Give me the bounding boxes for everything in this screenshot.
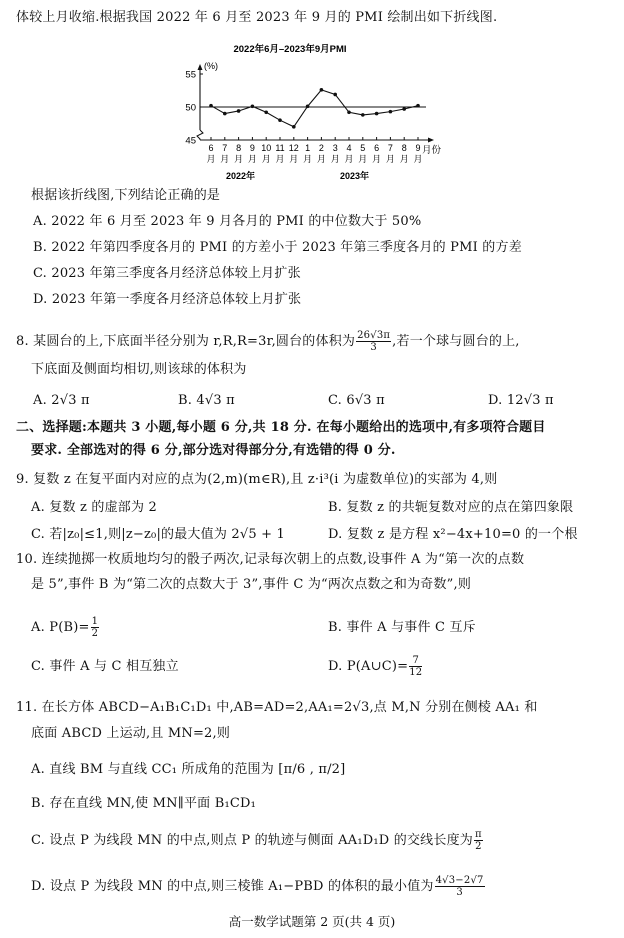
data-point <box>333 93 337 97</box>
data-point <box>223 112 227 116</box>
section2-heading-line2: 要求. 全部选对的得 6 分,部分选对得部分分,有选错的得 0 分. <box>31 443 396 458</box>
x-axis-label: 月份 <box>422 145 442 156</box>
q11-option-b: B. 存在直线 MN,使 MN∥平面 B₁CD₁ <box>31 796 257 811</box>
x-tick-label-month: 月 <box>234 154 244 164</box>
x-axis-arrow <box>428 138 434 143</box>
intro-line: 体较上月收缩.根据我国 2022 年 6 月至 2023 年 9 月的 PMI 绘制出如下折线图. <box>16 10 498 25</box>
fraction-denominator: 3 <box>370 342 377 353</box>
pmi-line-chart <box>170 42 470 182</box>
x-tick-label-month: 月 <box>247 154 257 164</box>
fraction-numerator: π <box>474 829 482 840</box>
q9-option-a: A. 复数 z 的虚部为 2 <box>31 500 157 515</box>
q8-option-d: D. 12√3 π <box>488 393 554 408</box>
x-tick-labels <box>206 137 422 164</box>
q11-option-a-text: A. 直线 BM 与直线 CC₁ 所成角的范围为 <box>31 762 274 777</box>
q11-option-d <box>31 875 624 898</box>
q9-option-b: B. 复数 z 的共轭复数对应的点在第四象限 <box>328 500 574 515</box>
axis-break-mark <box>197 130 203 140</box>
chart-title: 2022年6月–2023年9月PMI <box>233 44 347 55</box>
x-tick-label-month: 月 <box>372 154 382 164</box>
fraction-denominator: 2 <box>91 628 99 639</box>
fraction-denominator: 12 <box>409 667 423 678</box>
data-point <box>209 104 213 108</box>
q7-option-c: C. 2023 年第三季度各月经济总体较上月扩张 <box>33 266 301 281</box>
q8-option-c: C. 6√3 π <box>328 393 385 408</box>
y-tick-label: 45 <box>185 135 196 147</box>
x-tick-label-number: 8 <box>236 143 242 153</box>
x-tick-label-month: 月 <box>385 154 395 164</box>
data-point <box>306 105 310 109</box>
q10-stem-line2: 是 5”,事件 B 为“第二次的点数大于 3”,事件 C 为“两次点数之和为奇数”,则 <box>31 577 472 592</box>
page-footer: 高一数学试题第 2 页(共 4 页) <box>228 914 396 929</box>
q8-stem-line1 <box>16 330 624 353</box>
data-point <box>278 118 282 122</box>
data-point <box>320 88 324 92</box>
x-tick-label-number: 4 <box>346 143 352 153</box>
data-point <box>375 112 379 116</box>
q7-option-a: A. 2022 年 6 月至 2023 年 9 月各月的 PMI 的中位数大于 50% <box>33 214 422 229</box>
x-tick-label-month: 月 <box>316 154 326 164</box>
x-tick-label-month: 月 <box>206 154 216 164</box>
fraction-numerator: 1 <box>91 616 99 627</box>
chart-series <box>209 88 420 129</box>
q11-option-a <box>31 762 624 778</box>
x-tick-label-month: 月 <box>399 154 409 164</box>
data-point <box>237 109 241 113</box>
q9-option-d: D. 复数 z 是方程 x²−4x+10=0 的一个根 <box>328 527 578 542</box>
q8-option-b: B. 4√3 π <box>178 393 235 408</box>
q8-stem-part1: 8. 某圆台的上,下底面半径分别为 r,R,R=3r,圆台的体积为 <box>16 334 356 349</box>
x-tick-label-number: 5 <box>360 143 366 153</box>
q10-option-d <box>328 655 423 678</box>
q10-stem-line1: 10. 连续抛掷一枚质地均匀的骰子两次,记录每次朝上的点数,设事件 A 为“第一次的点数 <box>16 552 525 567</box>
fraction-denominator: 2 <box>475 841 482 852</box>
data-point <box>389 110 393 114</box>
x-tick-label-month: 月 <box>413 154 423 164</box>
q8-option-a: A. 2√3 π <box>33 393 90 408</box>
data-point <box>402 107 406 111</box>
data-point <box>251 105 255 109</box>
x-tick-label-month: 月 <box>289 154 299 164</box>
q8-stem-line2: 下底面及侧面均相切,则该球的体积为 <box>31 362 247 377</box>
q10-option-c: C. 事件 A 与 C 相互独立 <box>31 659 179 674</box>
x-tick-label-month: 月 <box>220 154 230 164</box>
x-tick-label-number: 7 <box>387 143 393 153</box>
q11-option-d-fraction <box>435 875 485 898</box>
x-tick-label-month: 月 <box>358 154 368 164</box>
q7-option-b: B. 2022 年第四季度各月的 PMI 的方差小于 2023 年第三季度各月的 PMI 的方差 <box>33 240 522 255</box>
q7-stem: 根据该折线图,下列结论正确的是 <box>31 188 221 203</box>
x-tick-label-month: 月 <box>303 154 313 164</box>
x-tick-label-number: 2 <box>318 143 324 153</box>
q11-option-c-text: C. 设点 P 为线段 MN 的中点,则点 P 的轨迹与侧面 AA₁D₁D 的交线长度为 <box>31 833 473 848</box>
q10-option-a <box>31 616 100 639</box>
x-tick-label-number: 12 <box>288 143 299 153</box>
x-tick-label-month: 月 <box>261 154 271 164</box>
q10-option-d-fraction <box>409 655 422 678</box>
q10-option-d-text: D. P(A∪C)= <box>328 659 409 674</box>
q10-option-b: B. 事件 A 与事件 C 互斥 <box>328 620 476 635</box>
year-label-2023: 2023年 <box>340 171 370 181</box>
fraction-numerator: 7 <box>409 655 422 667</box>
y-tick-label: 50 <box>185 102 196 114</box>
x-tick-label-number: 1 <box>305 143 311 153</box>
x-tick-label-number: 6 <box>208 143 214 153</box>
data-point <box>347 110 351 114</box>
pmi-series-line <box>211 90 418 127</box>
x-tick-label-number: 8 <box>401 143 407 153</box>
q11-stem-line2: 底面 ABCD 上运动,且 MN=2,则 <box>31 726 231 741</box>
data-point <box>292 125 296 129</box>
fraction-numerator: 4√3−2√7 <box>435 875 484 886</box>
data-point <box>264 110 268 114</box>
chart-axes <box>197 64 434 143</box>
q9-option-c: C. 若|z₀|≤1,则|z−z₀|的最大值为 2√5 + 1 <box>31 527 286 542</box>
q8-stem-part2: ,若一个球与圆台的上, <box>392 334 520 349</box>
y-axis-arrow <box>198 64 203 70</box>
data-point <box>361 113 365 117</box>
q7-option-d: D. 2023 年第一季度各月经济总体较上月扩张 <box>33 292 302 307</box>
y-axis-label: (%) <box>204 61 218 71</box>
q10-option-a-text: A. P(B)= <box>31 620 90 635</box>
q9-stem: 9. 复数 z 在复平面内对应的点为(2,m)(m∈R),且 z·i³(i 为虚数单位)的实部为 4,则 <box>16 472 498 487</box>
fraction-numerator: 26√3π <box>357 330 391 341</box>
q11-option-a-range: [π/6 , π/2] <box>278 762 346 777</box>
data-point <box>416 104 420 108</box>
q10-option-a-fraction <box>91 616 100 639</box>
x-tick-label-number: 3 <box>332 143 338 153</box>
year-label-2022: 2022年 <box>226 171 256 181</box>
x-tick-label-number: 9 <box>249 143 255 153</box>
y-tick-label: 55 <box>185 69 196 81</box>
x-tick-label-month: 月 <box>344 154 354 164</box>
q11-stem-line1: 11. 在长方体 ABCD−A₁B₁C₁D₁ 中,AB=AD=2,AA₁=2√3,点 M,N 分别在侧棱 AA₁ 和 <box>16 700 538 715</box>
x-tick-label-number: 11 <box>275 143 285 153</box>
x-tick-label-month: 月 <box>330 154 340 164</box>
q11-option-c-fraction <box>474 829 483 852</box>
x-tick-label-number: 6 <box>374 143 380 153</box>
q11-option-c <box>31 829 624 852</box>
fraction-denominator: 3 <box>456 887 463 898</box>
section2-heading-line1: 二、选择题:本题共 3 小题,每小题 6 分,共 18 分. 在每小题给出的选项中,有多项符合题目 <box>16 420 546 435</box>
x-tick-label-number: 9 <box>415 143 421 153</box>
x-tick-label-number: 7 <box>222 143 228 153</box>
q11-option-d-text: D. 设点 P 为线段 MN 的中点,则三棱锥 A₁−PBD 的体积的最小值为 <box>31 879 434 894</box>
x-tick-label-month: 月 <box>275 154 285 164</box>
q8-volume-fraction <box>356 330 391 353</box>
x-tick-label-number: 10 <box>261 143 272 153</box>
